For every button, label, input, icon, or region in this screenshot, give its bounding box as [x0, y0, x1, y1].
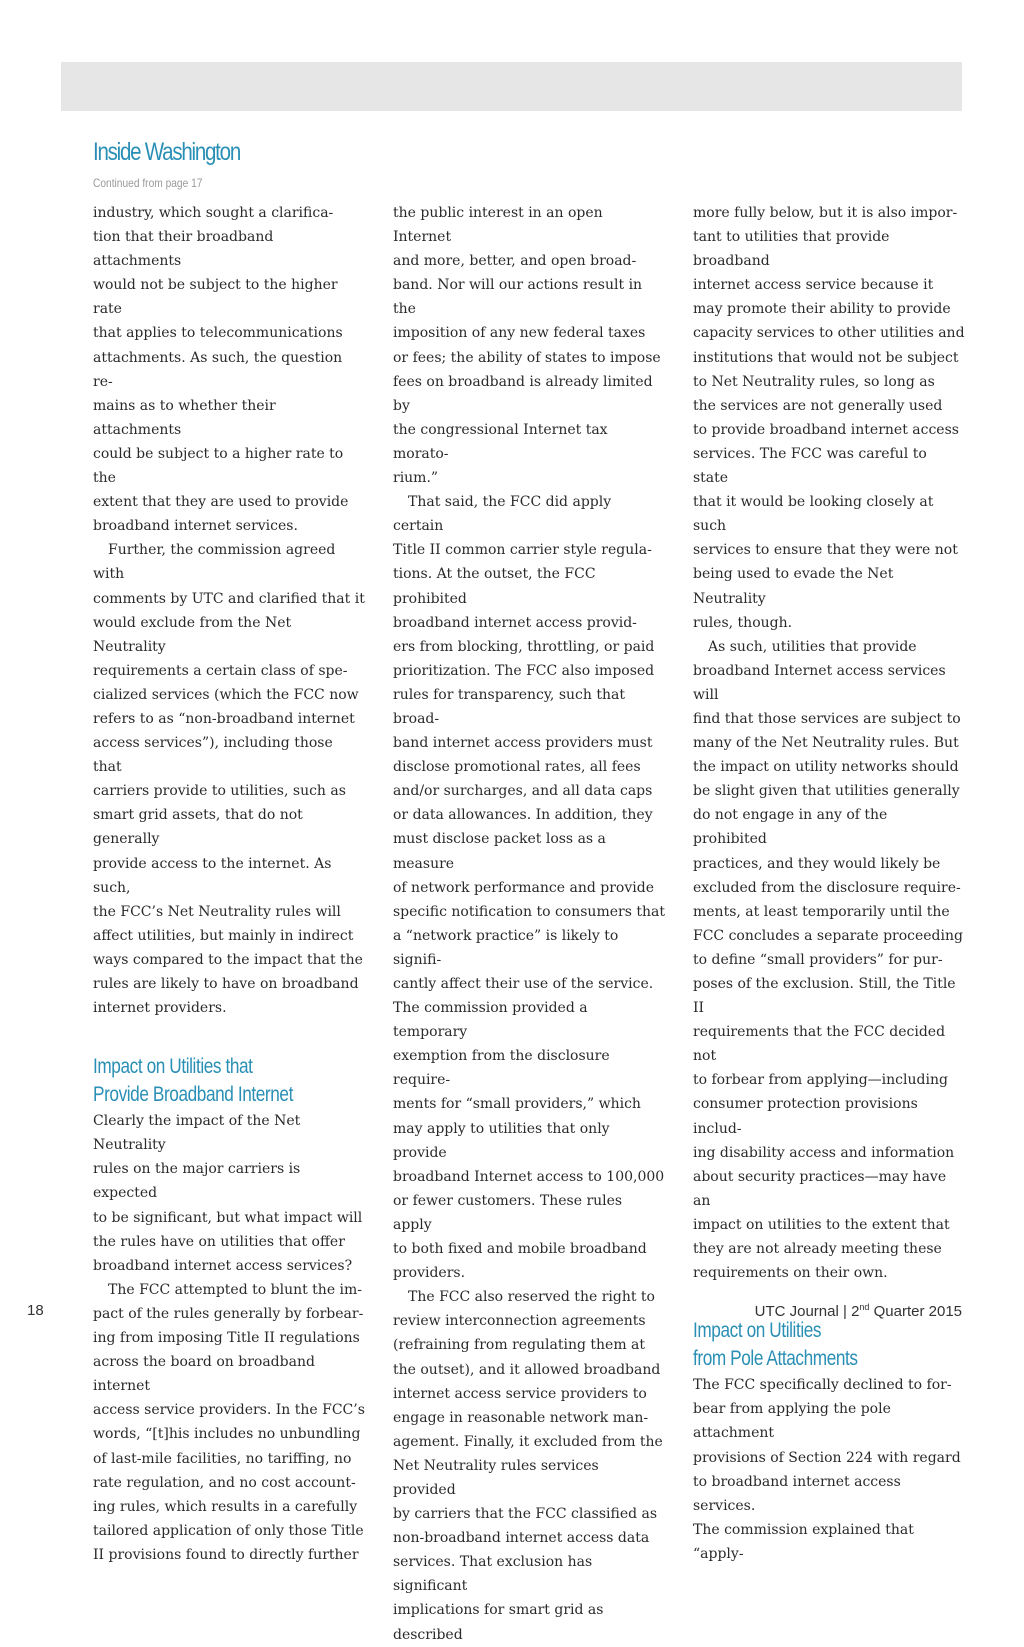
continued-note: Continued from page 17: [93, 176, 203, 190]
section-title: Inside Washington: [93, 138, 240, 166]
subheading: Impact on Utilities from Pole Attachments: [693, 1319, 858, 1371]
paragraph: The FCC attempted to blunt the im- pact of the rules generally by forbear- ing from imposing Title II regulations across the board on broadband internet access service providers. In the FCC’s words, “[t]his includes no unbundling of last-mile facilities, no tariffing, no rate regulation, and no cost account- ing rules, which results in a carefully tailored application of only those Title II provisions found to directly further: [93, 1281, 365, 1563]
paragraph: The FCC also reserved the right to review interconnection agreements (refraining from regulating them at the outset), and it allowed broadband internet access service providers to engage in reasonable network man- agement. Finally, it excluded from the Net Neutrality rules services provided by carriers that the FCC classified as non-broadband internet access data services. That exclusion has significant implications for smart grid as described: [393, 1289, 663, 1643]
paragraph: That said, the FCC did apply certain Title II common carrier style regula- tions. At the outset, the FCC prohibited broadband internet access provid- ers from blocking, throttling, or paid prioritization. The FCC also imposed rules for transparency, such that broad- band internet access providers must disclose promotional rates, all fees and/or surcharges, and all data caps or data allowances. In addition, they must disclose packet loss as a measure of network performance and provide specific notification to consumers that a “network practice” is likely to signifi- cantly affect their use of the service. The commission provided a temporary exemption from the disclosure require- ments for “small providers,” which may apply to utilities that only provide broadband Internet access to 100,000 or fewer customers. These rules apply to both fixed and mobile broadband providers.: [393, 494, 665, 1282]
paragraph: As such, utilities that provide broadband Internet access services will find that those services are subject to many of the Net Neutrality rules. But the impact on utility networks should be slight given that utilities generally do not engage in any of the prohibited practices, and they would likely be excluded from the disclosure require- ments, at least temporarily until the FCC concludes a separate proceeding to define “small providers” for pur- poses of the exclusion. Still, the Title II requirements that the FCC decided not to forbear from applying—including consumer protection provisions includ- ing disability access and information about security practices—may have an impact on utilities to the extent that they are not already meeting these requirements on their own.: [693, 638, 963, 1282]
footer-separator: |: [843, 1303, 847, 1320]
quarter-number: 2: [851, 1303, 860, 1320]
article-column-2: [393, 201, 665, 1647]
journal-footer: [755, 1302, 962, 1320]
quarter-label: Quarter 2015: [873, 1303, 962, 1320]
article-column-1: [93, 201, 365, 1567]
paragraph: The FCC specifically declined to for- bear from applying the pole attachment provisions of Section 224 with regard to broadband internet access services. The commission explained that “apply-: [693, 1377, 961, 1562]
quarter-suffix: nd: [859, 1302, 870, 1312]
paragraph: the public interest in an open Internet and more, better, and open broad- band. Nor will our actions result in the imposition of any new federal taxes or fees; the ability of states to impose fees on broadband is already limited by the congressional Internet tax morato- rium.”: [393, 205, 661, 487]
journal-name: UTC Journal: [754, 1303, 839, 1320]
paragraph: more fully below, but it is also impor- tant to utilities that provide broadband internet access service because it may promote their ability to provide capacity services to other utilities and institutions that would not be subject to Net Neutrality rules, so long as the services are not generally used to provide broadband internet access services. The FCC was careful to state that it would be looking closely at such services to ensure that they were not being used to evade the Net Neutrality rules, though.: [693, 205, 965, 631]
paragraph: Clearly the impact of the Net Neutrality rules on the major carriers is expected to be significant, but what impact will the rules have on utilities that offer broadband internet access services?: [93, 1113, 363, 1274]
paragraph: Further, the commission agreed with comments by UTC and clarified that it would exclude from the Net Neutrality requirements a certain class of spe- cialized services (which the FCC now refers to as “non-broadband internet access services”), including those that carriers provide to utilities, such as smart grid assets, that do not generally provide access to the internet. As such, the FCC’s Net Neutrality rules will affect utilities, but mainly in indirect ways compared to the impact that the rules are likely to have on broadband internet providers.: [93, 542, 365, 1017]
page-number: 18: [27, 1302, 44, 1319]
header-band: [61, 62, 962, 111]
subheading: Impact on Utilities that Provide Broadband Internet: [93, 1055, 293, 1107]
article-column-3: [693, 201, 965, 1566]
paragraph: industry, which sought a clarifica- tion that their broadband attachments would not be subject to the higher rate that applies to telecommunications attachments. As such, the question re- mains as to whether their attachments could be subject to a higher rate to the extent that they are used to provide broadband internet services.: [93, 205, 349, 535]
